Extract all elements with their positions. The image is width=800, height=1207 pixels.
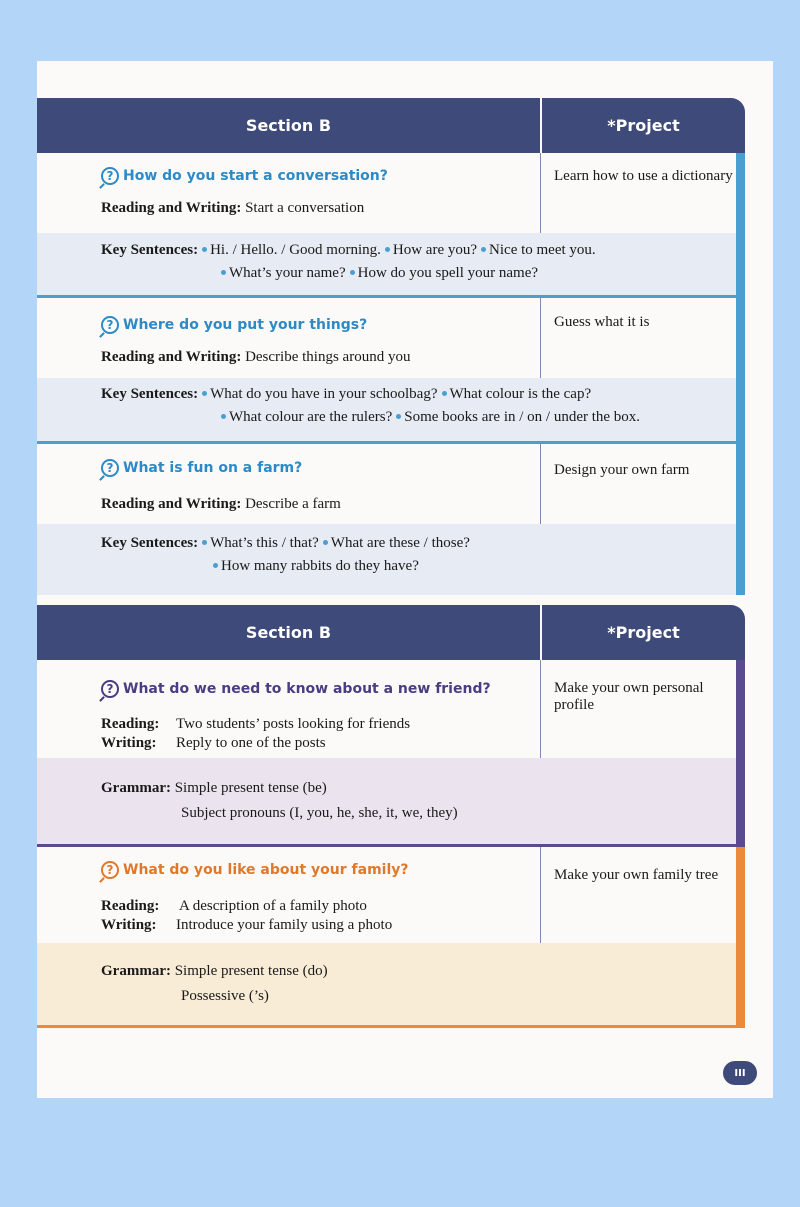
project-text: Make your own personal profile — [554, 680, 704, 713]
question-magnifier-icon: ? — [101, 861, 119, 879]
section-question: ? What is fun on a farm? — [101, 459, 302, 477]
question-magnifier-icon: ? — [101, 680, 119, 698]
key-sentences-line: What colour are the rulers? Some books are in / on / under the box. — [217, 409, 640, 426]
writing-text: Reply to one of the posts — [176, 735, 326, 751]
key-sentences-line: What’s your name? How do you spell your name? — [217, 265, 538, 282]
question-magnifier-icon: ? — [101, 167, 119, 185]
writing-line: Writing: — [101, 917, 157, 933]
key-sentences-line: How many rabbits do they have? — [209, 558, 419, 575]
table-row — [37, 660, 745, 847]
page-number-badge: III — [723, 1061, 757, 1085]
skill-line: Reading and Writing: Start a conversation — [101, 200, 365, 216]
grammar-bg — [37, 758, 736, 844]
key-sentences-line: Key Sentences: What’s this / that? What are these / those? — [101, 535, 470, 551]
reading-text: A description of a family photo — [179, 898, 367, 914]
header-project: *Project — [607, 623, 680, 642]
table-row — [37, 444, 745, 595]
grammar-line: Grammar: Simple present tense (be) — [101, 780, 327, 796]
table-section-b-1 — [37, 98, 745, 595]
grammar-bg — [37, 943, 736, 1025]
table-row — [37, 847, 745, 1028]
project-text: Learn how to use a dictionary — [554, 168, 733, 184]
grammar-line: Grammar: Simple present tense (do) — [101, 963, 328, 979]
project-text: Design your own farm — [554, 462, 690, 478]
table-row — [37, 153, 745, 298]
header-section: Section B — [245, 116, 332, 135]
table-header — [37, 98, 745, 153]
table-section-b-2 — [37, 605, 745, 1028]
table-header — [37, 605, 745, 660]
header-section: Section B — [245, 623, 332, 642]
writing-text: Introduce your family using a photo — [176, 917, 393, 933]
grammar-line: Subject pronouns (I, you, he, she, it, we, they) — [181, 805, 458, 821]
key-sentences-line: Key Sentences: What do you have in your schoolbag? What colour is the cap? — [101, 386, 592, 402]
section-question: ? How do you start a conversation? — [101, 167, 388, 185]
grammar-line: Possessive (’s) — [181, 988, 269, 1004]
reading-line: Reading: — [101, 716, 160, 732]
reading-text: Two students’ posts looking for friends — [176, 716, 411, 732]
question-magnifier-icon: ? — [101, 316, 119, 334]
reading-line: Reading: — [101, 898, 160, 914]
header-project: *Project — [607, 116, 680, 135]
skill-line: Reading and Writing: Describe a farm — [101, 496, 341, 512]
section-question: ? Where do you put your things? — [101, 316, 367, 334]
key-sentences-line: Key Sentences: Hi. / Hello. / Good morning. How are you? Nice to meet you. — [101, 242, 596, 258]
section-question: ? What do we need to know about a new friend? — [101, 680, 491, 698]
section-question: ? What do you like about your family? — [101, 861, 409, 879]
question-magnifier-icon: ? — [101, 459, 119, 477]
project-text: Guess what it is — [554, 314, 650, 330]
project-text: Make your own family tree — [554, 867, 719, 883]
writing-line: Writing: — [101, 735, 157, 751]
skill-line: Reading and Writing: Describe things around you — [101, 349, 411, 365]
table-row — [37, 298, 745, 444]
